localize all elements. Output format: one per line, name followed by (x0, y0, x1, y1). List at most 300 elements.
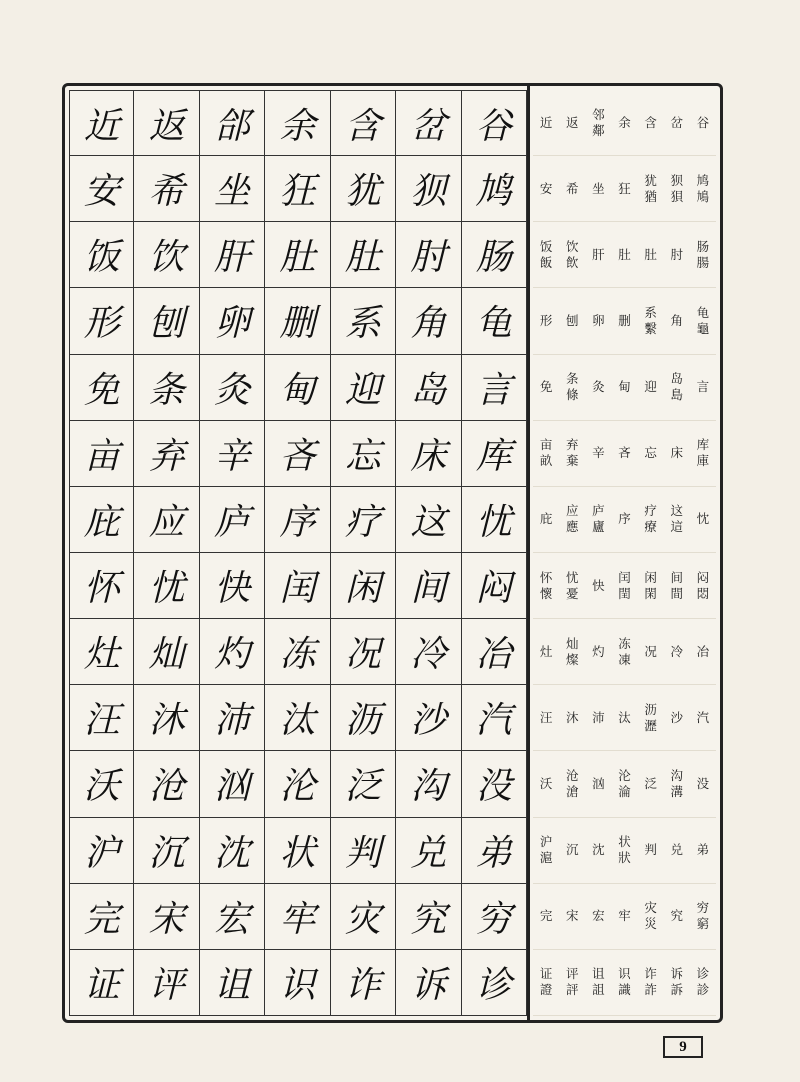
simplified-char: 闲 (644, 569, 657, 585)
simplified-char: 灶 (539, 643, 553, 659)
practice-cell: 识 (265, 950, 330, 1016)
simplified-char: 快 (592, 577, 605, 593)
reference-entry (638, 173, 664, 205)
traditional-char: 島 (670, 387, 684, 403)
practice-cell: 没 (462, 751, 527, 817)
practice-cell: 证 (69, 950, 134, 1016)
simplified-char: 兑 (670, 842, 684, 858)
traditional-char: 應 (565, 519, 579, 535)
simplified-char: 判 (644, 842, 657, 858)
simplified-char: 诅 (592, 966, 605, 982)
traditional-char: 閏 (618, 585, 631, 601)
simplified-char: 鸠 (696, 172, 710, 188)
reference-entry (559, 570, 585, 602)
reference-entry (690, 966, 716, 998)
simplified-char: 宏 (592, 908, 605, 924)
reference-entry (638, 247, 664, 263)
simplified-char: 弟 (696, 842, 710, 858)
simplified-char: 诉 (670, 966, 684, 982)
practice-cell: 沦 (265, 751, 330, 817)
simplified-char: 忧 (565, 569, 579, 585)
simplified-char: 疗 (644, 503, 657, 519)
practice-cell: 甸 (265, 355, 330, 421)
reference-entry (664, 313, 690, 329)
practice-cell: 角 (396, 288, 461, 354)
practice-cell: 龟 (462, 288, 527, 354)
simplified-char: 闷 (696, 569, 710, 585)
practice-cell: 饭 (69, 222, 134, 288)
reference-entry (611, 908, 637, 924)
practice-cell: 谷 (462, 90, 527, 156)
reference-entry (690, 173, 716, 205)
reference-entry (533, 644, 559, 660)
practice-cell: 诊 (462, 950, 527, 1016)
reference-entry (585, 842, 611, 858)
simplified-char: 没 (696, 775, 710, 791)
traditional-char: 飯 (539, 254, 553, 270)
reference-entry (559, 503, 585, 535)
practice-cell: 序 (265, 487, 330, 553)
simplified-char: 汹 (592, 775, 605, 791)
reference-entry (585, 313, 611, 329)
practice-cell: 间 (396, 553, 461, 619)
traditional-char: 滬 (539, 850, 553, 866)
reference-entry (585, 503, 611, 535)
simplified-char: 况 (644, 643, 657, 659)
reference-entry (611, 636, 637, 668)
reference-entry (533, 834, 559, 866)
reference-entry (638, 966, 664, 998)
practice-cell: 犹 (331, 156, 396, 222)
practice-cell: 灶 (69, 619, 134, 685)
simplified-char: 邻 (592, 106, 605, 122)
simplified-char: 床 (670, 445, 684, 461)
traditional-char: 狽 (670, 188, 684, 204)
simplified-char: 宋 (565, 908, 579, 924)
reference-entry (585, 644, 611, 660)
practice-cell: 灿 (134, 619, 199, 685)
practice-cell: 岔 (396, 90, 461, 156)
reference-entry (585, 181, 611, 197)
reference-entry (559, 181, 585, 197)
traditional-char: 憂 (565, 585, 579, 601)
traditional-char: 詐 (644, 982, 657, 998)
traditional-char: 狀 (618, 850, 631, 866)
reference-entry (690, 842, 716, 858)
reference-entry (611, 379, 637, 395)
simplified-char: 沐 (565, 709, 579, 725)
simplified-char: 间 (670, 569, 684, 585)
traditional-char: 詛 (592, 982, 605, 998)
simplified-char: 应 (565, 503, 579, 519)
simplified-char: 形 (539, 312, 553, 328)
practice-cell: 近 (69, 90, 134, 156)
practice-cell: 状 (265, 818, 330, 884)
reference-entry (533, 966, 559, 998)
traditional-char: 這 (670, 519, 684, 535)
reference-entry (533, 115, 559, 131)
simplified-char: 饭 (539, 238, 553, 254)
reference-entry (611, 181, 637, 197)
reference-entry (533, 511, 559, 527)
reference-entry (664, 768, 690, 800)
reference-entry (690, 644, 716, 660)
reference-entry (559, 115, 585, 131)
simplified-char: 冷 (670, 643, 684, 659)
reference-entry (559, 842, 585, 858)
reference-entry (638, 445, 664, 461)
reference-entry (533, 313, 559, 329)
simplified-char: 龟 (696, 304, 710, 320)
practice-cell: 况 (331, 619, 396, 685)
reference-entry (559, 437, 585, 469)
practice-cell: 肘 (396, 222, 461, 288)
simplified-char: 沉 (565, 842, 579, 858)
reference-entry (664, 570, 690, 602)
practice-cell: 岛 (396, 355, 461, 421)
practice-cell: 沙 (396, 685, 461, 751)
copybook-frame (62, 83, 723, 1023)
simplified-char: 沟 (670, 767, 684, 783)
practice-cell: 忘 (331, 421, 396, 487)
simplified-char: 忱 (696, 511, 710, 527)
reference-entry (690, 115, 716, 131)
reference-entry (559, 710, 585, 726)
simplified-char: 免 (539, 379, 553, 395)
simplified-char: 闰 (618, 569, 631, 585)
simplified-char: 肚 (644, 246, 657, 262)
practice-cell: 沉 (134, 818, 199, 884)
simplified-char: 沪 (539, 834, 553, 850)
practice-cell: 坐 (200, 156, 265, 222)
practice-cell: 沛 (200, 685, 265, 751)
simplified-char: 狈 (670, 172, 684, 188)
reference-row (533, 685, 716, 751)
traditional-char: 燦 (565, 651, 579, 667)
simplified-char: 诊 (696, 966, 710, 982)
simplified-char: 系 (644, 304, 657, 320)
simplified-char: 灸 (592, 379, 605, 395)
simplified-char: 沧 (565, 767, 579, 783)
practice-cell: 闰 (265, 553, 330, 619)
simplified-char: 肚 (618, 246, 631, 262)
practice-cell: 沃 (69, 751, 134, 817)
practice-cell: 灼 (200, 619, 265, 685)
practice-cell: 怀 (69, 553, 134, 619)
reference-row (533, 553, 716, 619)
simplified-char: 卵 (592, 312, 605, 328)
reference-entry (664, 247, 690, 263)
reference-entry (585, 776, 611, 792)
practice-cell: 冶 (462, 619, 527, 685)
practice-cell: 沪 (69, 818, 134, 884)
simplified-char: 冶 (696, 643, 710, 659)
traditional-char: 條 (565, 387, 579, 403)
practice-cell: 刨 (134, 288, 199, 354)
practice-cell: 忧 (134, 553, 199, 619)
simplified-char: 狂 (618, 180, 631, 196)
traditional-char: 窮 (696, 916, 710, 932)
practice-cell: 灾 (331, 884, 396, 950)
traditional-char: 識 (618, 982, 631, 998)
simplified-char: 饮 (565, 238, 579, 254)
reference-entry (585, 578, 611, 594)
reference-entry (559, 239, 585, 271)
practice-cell: 兑 (396, 818, 461, 884)
practice-cell: 牢 (265, 884, 330, 950)
simplified-char: 言 (696, 379, 710, 395)
reference-entry (585, 710, 611, 726)
traditional-char: 凍 (618, 651, 631, 667)
reference-entry (611, 313, 637, 329)
reference-entry (533, 181, 559, 197)
reference-entry (611, 247, 637, 263)
traditional-char: 飲 (565, 254, 579, 270)
traditional-char: 畝 (539, 453, 553, 469)
reference-entry (533, 437, 559, 469)
simplified-char: 弃 (565, 437, 579, 453)
simplified-char: 余 (618, 114, 631, 130)
traditional-char: 庫 (696, 453, 710, 469)
simplified-char: 库 (696, 437, 710, 453)
simplified-char: 沦 (618, 767, 631, 783)
traditional-char: 評 (565, 982, 579, 998)
traditional-char: 溝 (670, 783, 684, 799)
practice-cell: 庐 (200, 487, 265, 553)
practice-cell: 免 (69, 355, 134, 421)
reference-entry (664, 842, 690, 858)
reference-entry (559, 313, 585, 329)
reference-entry (559, 636, 585, 668)
practice-cell: 余 (265, 90, 330, 156)
simplified-char: 迎 (644, 379, 657, 395)
simplified-char: 沥 (644, 701, 657, 717)
traditional-char: 診 (696, 982, 710, 998)
practice-cell: 库 (462, 421, 527, 487)
reference-entry (585, 379, 611, 395)
simplified-char: 完 (539, 908, 553, 924)
reference-entry (690, 305, 716, 337)
reference-row (533, 751, 716, 817)
practice-cell: 汹 (200, 751, 265, 817)
traditional-char: 廬 (592, 519, 605, 535)
practice-cell: 闷 (462, 553, 527, 619)
practice-cell: 鸠 (462, 156, 527, 222)
reference-entry (638, 702, 664, 734)
traditional-char: 猶 (644, 188, 657, 204)
reference-entry (638, 900, 664, 932)
traditional-char: 腸 (696, 254, 710, 270)
traditional-char: 證 (539, 982, 553, 998)
practice-cell: 沥 (331, 685, 396, 751)
reference-entry (638, 842, 664, 858)
practice-cell: 宏 (200, 884, 265, 950)
simplified-char: 泛 (644, 775, 657, 791)
practice-grid (69, 90, 527, 1016)
simplified-char: 甸 (618, 379, 631, 395)
simplified-char: 穷 (696, 900, 710, 916)
simplified-char: 汪 (539, 709, 553, 725)
reference-entry (664, 445, 690, 461)
practice-cell: 沈 (200, 818, 265, 884)
reference-entry (690, 570, 716, 602)
practice-cell: 弃 (134, 421, 199, 487)
reference-entry (611, 115, 637, 131)
reference-entry (533, 570, 559, 602)
reference-entry (638, 644, 664, 660)
practice-cell: 完 (69, 884, 134, 950)
practice-cell: 肚 (331, 222, 396, 288)
practice-cell: 条 (134, 355, 199, 421)
simplified-char: 沈 (592, 842, 605, 858)
simplified-char: 删 (618, 312, 631, 328)
practice-cell: 含 (331, 90, 396, 156)
practice-cell: 肠 (462, 222, 527, 288)
practice-cell: 肝 (200, 222, 265, 288)
reference-entry (559, 768, 585, 800)
reference-entry (664, 966, 690, 998)
practice-cell: 冻 (265, 619, 330, 685)
practice-cell: 应 (134, 487, 199, 553)
reference-row (533, 421, 716, 487)
simplified-char: 安 (539, 180, 553, 196)
simplified-char: 坐 (592, 180, 605, 196)
simplified-char: 汰 (618, 709, 631, 725)
reference-entry (664, 644, 690, 660)
page-number: 9 (663, 1036, 703, 1058)
reference-row (533, 619, 716, 685)
reference-entry (559, 371, 585, 403)
practice-cell: 评 (134, 950, 199, 1016)
simplified-char: 亩 (539, 437, 553, 453)
traditional-char: 繫 (644, 320, 657, 336)
reference-entry (690, 379, 716, 395)
reference-row (533, 288, 716, 354)
simplified-char: 沃 (539, 775, 553, 791)
simplified-char: 吝 (618, 445, 631, 461)
simplified-char: 肝 (592, 246, 605, 262)
simplified-char: 庐 (592, 503, 605, 519)
reference-row (533, 355, 716, 421)
practice-cell: 判 (331, 818, 396, 884)
simplified-char: 诈 (644, 966, 657, 982)
practice-cell: 沧 (134, 751, 199, 817)
traditional-char: 閑 (644, 585, 657, 601)
simplified-char: 犹 (644, 172, 657, 188)
reference-entry (611, 511, 637, 527)
simplified-char: 怀 (539, 569, 553, 585)
practice-cell: 闲 (331, 553, 396, 619)
simplified-char: 希 (565, 180, 579, 196)
traditional-char: 災 (644, 916, 657, 932)
simplified-char: 辛 (592, 445, 605, 461)
practice-cell: 诈 (331, 950, 396, 1016)
practice-cell: 亩 (69, 421, 134, 487)
reference-table (533, 90, 716, 1016)
reference-entry (638, 776, 664, 792)
simplified-char: 角 (670, 312, 684, 328)
traditional-char: 鳩 (696, 188, 710, 204)
simplified-char: 岛 (670, 371, 684, 387)
practice-cell: 系 (331, 288, 396, 354)
simplified-char: 灿 (565, 635, 579, 651)
simplified-char: 冻 (618, 635, 631, 651)
practice-cell: 冷 (396, 619, 461, 685)
practice-cell: 这 (396, 487, 461, 553)
practice-cell: 卵 (200, 288, 265, 354)
simplified-char: 含 (644, 114, 657, 130)
simplified-char: 证 (539, 966, 553, 982)
reference-entry (638, 379, 664, 395)
reference-entry (559, 908, 585, 924)
practice-cell: 泛 (331, 751, 396, 817)
practice-cell: 穷 (462, 884, 527, 950)
simplified-char: 序 (618, 511, 631, 527)
traditional-char: 瀝 (644, 717, 657, 733)
practice-cell: 疗 (331, 487, 396, 553)
practice-cell: 诉 (396, 950, 461, 1016)
reference-entry (638, 115, 664, 131)
simplified-char: 肘 (670, 246, 684, 262)
practice-cell: 忧 (462, 487, 527, 553)
simplified-char: 评 (565, 966, 579, 982)
simplified-char: 牢 (618, 908, 631, 924)
simplified-char: 忘 (644, 445, 657, 461)
simplified-char: 岔 (670, 114, 684, 130)
reference-entry (611, 445, 637, 461)
reference-entry (690, 710, 716, 726)
reference-entry (664, 710, 690, 726)
reference-entry (690, 437, 716, 469)
reference-entry (585, 445, 611, 461)
practice-cell: 返 (134, 90, 199, 156)
reference-entry (533, 776, 559, 792)
reference-entry (585, 107, 611, 139)
simplified-char: 庇 (539, 511, 553, 527)
simplified-char: 汽 (696, 709, 710, 725)
reference-entry (690, 239, 716, 271)
reference-entry (533, 908, 559, 924)
reference-entry (585, 908, 611, 924)
traditional-char: 懷 (539, 585, 553, 601)
traditional-char: 棄 (565, 453, 579, 469)
reference-entry (690, 511, 716, 527)
practice-cell: 言 (462, 355, 527, 421)
reference-row (533, 222, 716, 288)
simplified-char: 沙 (670, 709, 684, 725)
simplified-char: 这 (670, 503, 684, 519)
practice-cell: 快 (200, 553, 265, 619)
reference-entry (611, 768, 637, 800)
traditional-char: 滄 (565, 783, 579, 799)
simplified-char: 灼 (592, 643, 605, 659)
practice-cell: 希 (134, 156, 199, 222)
practice-cell: 灸 (200, 355, 265, 421)
column-divider (527, 86, 530, 1020)
practice-cell: 迎 (331, 355, 396, 421)
reference-entry (664, 371, 690, 403)
reference-entry (664, 173, 690, 205)
practice-cell: 郃 (200, 90, 265, 156)
practice-cell: 弟 (462, 818, 527, 884)
practice-cell: 删 (265, 288, 330, 354)
practice-cell: 饮 (134, 222, 199, 288)
reference-entry (533, 379, 559, 395)
simplified-char: 条 (565, 371, 579, 387)
reference-entry (638, 305, 664, 337)
practice-cell: 床 (396, 421, 461, 487)
reference-entry (664, 503, 690, 535)
